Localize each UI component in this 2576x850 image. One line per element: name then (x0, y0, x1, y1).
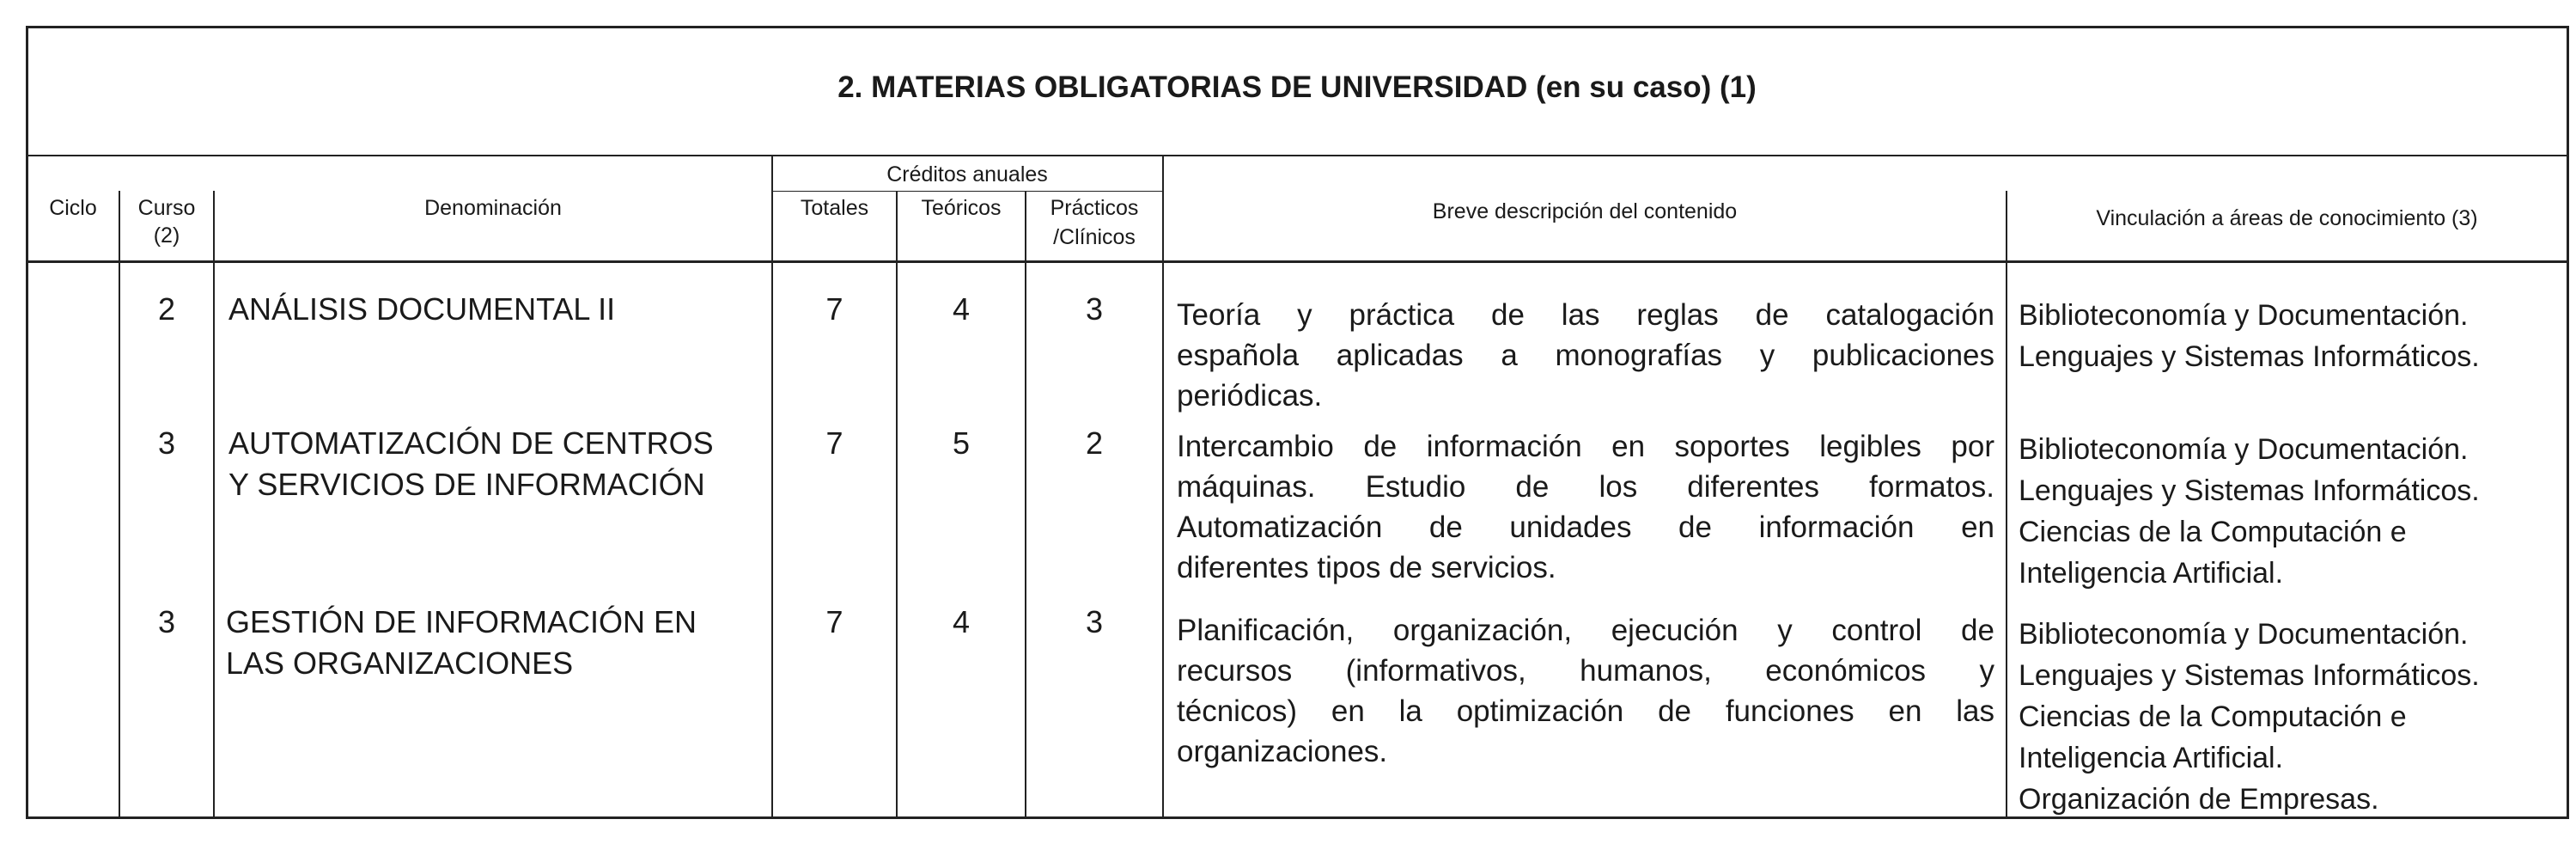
header-descripcion: Breve descripción del contenido (1432, 199, 1738, 223)
row-1-practicos: 3 (1085, 291, 1104, 327)
header-totales: Totales (800, 196, 869, 220)
row-2-descripcion-line: Intercambio de información en soportes legibles por (1177, 430, 1994, 463)
row-3-descripcion-line: recursos (informativos, humanos, económicos y (1177, 654, 1994, 688)
creditos-group-divider (771, 191, 1163, 192)
header-teoricos: Teóricos (921, 196, 1002, 220)
row-3-descripcion-line: técnicos) en la optimización de funciones en las (1177, 694, 1994, 728)
row-2-denominacion: Y SERVICIOS DE INFORMACIÓN (228, 467, 705, 502)
row-1-curso: 2 (157, 291, 176, 327)
row-2-teoricos: 5 (952, 425, 971, 461)
header-ciclo: Ciclo (49, 196, 97, 220)
col-divider-teoricos (1025, 191, 1026, 818)
row-2-denominacion: AUTOMATIZACIÓN DE CENTROS (228, 425, 714, 461)
header-curso: Curso (137, 196, 196, 220)
row-3-area: Organización de Empresas. (2019, 783, 2379, 816)
row-2-totales: 7 (825, 425, 843, 461)
row-1-denominacion: ANÁLISIS DOCUMENTAL II (228, 291, 616, 327)
row-3-descripcion-line: Planificación, organización, ejecución y control de (1177, 614, 1994, 647)
row-3-denominacion: LAS ORGANIZACIONES (226, 645, 574, 681)
title-divider (26, 155, 2568, 156)
header-practicos: Prácticos (1050, 196, 1139, 220)
row-2-descripcion-line: Automatización de unidades de información en (1177, 511, 1994, 544)
border-top (26, 26, 2568, 28)
row-1-descripcion-line: periódicas. (1177, 379, 1323, 413)
col-divider-descripcion (2006, 191, 2007, 818)
row-3-curso: 3 (157, 604, 176, 639)
row-3-area: Inteligencia Artificial. (2019, 742, 2284, 774)
row-3-totales: 7 (825, 604, 843, 639)
row-2-descripcion-line: diferentes tipos de servicios. (1177, 551, 1556, 584)
row-1-teoricos: 4 (952, 291, 971, 327)
col-divider-denominacion (771, 156, 773, 818)
row-3-area: Lenguajes y Sistemas Informáticos. (2019, 659, 2480, 692)
row-2-practicos: 2 (1085, 425, 1104, 461)
row-2-descripcion-line: máquinas. Estudio de los diferentes formatos. (1177, 470, 1994, 504)
row-2-area: Inteligencia Artificial. (2019, 557, 2284, 590)
row-1-descripcion-line: Teoría y práctica de las reglas de catalogación (1177, 298, 1994, 332)
col-divider-curso (213, 191, 215, 818)
col-divider-ciclo (119, 191, 120, 818)
header-vinculacion: Vinculación a áreas de conocimiento (3) (2096, 206, 2478, 230)
header-creditos-anuales: Créditos anuales (886, 162, 1048, 187)
row-2-curso: 3 (157, 425, 176, 461)
row-3-area: Ciencias de la Computación e (2019, 700, 2407, 733)
row-2-area: Lenguajes y Sistemas Informáticos. (2019, 474, 2480, 507)
row-1-area: Biblioteconomía y Documentación. (2019, 299, 2469, 332)
row-1-area: Lenguajes y Sistemas Informáticos. (2019, 340, 2480, 373)
border-right (2567, 26, 2569, 819)
col-divider-totales (896, 191, 898, 818)
row-3-denominacion: GESTIÓN DE INFORMACIÓN EN (226, 604, 697, 639)
row-1-totales: 7 (825, 291, 843, 327)
col-divider-practicos (1162, 156, 1164, 818)
row-1-descripcion-line: española aplicadas a monografías y publicaciones (1177, 339, 1994, 372)
header-clinicos: /Clínicos (1053, 225, 1136, 249)
row-3-area: Biblioteconomía y Documentación. (2019, 618, 2469, 651)
row-2-area: Biblioteconomía y Documentación. (2019, 433, 2469, 466)
header-divider (26, 260, 2568, 263)
header-denominacion: Denominación (424, 196, 562, 220)
row-3-teoricos: 4 (952, 604, 971, 639)
row-3-descripcion-line: organizaciones. (1177, 735, 1388, 768)
row-3-practicos: 3 (1085, 604, 1104, 639)
row-2-area: Ciencias de la Computación e (2019, 516, 2407, 548)
border-left (26, 26, 28, 819)
header-curso-note: (2) (153, 223, 180, 248)
document-title: 2. MATERIAS OBLIGATORIAS DE UNIVERSIDAD (en su caso) (1) (837, 70, 1757, 104)
